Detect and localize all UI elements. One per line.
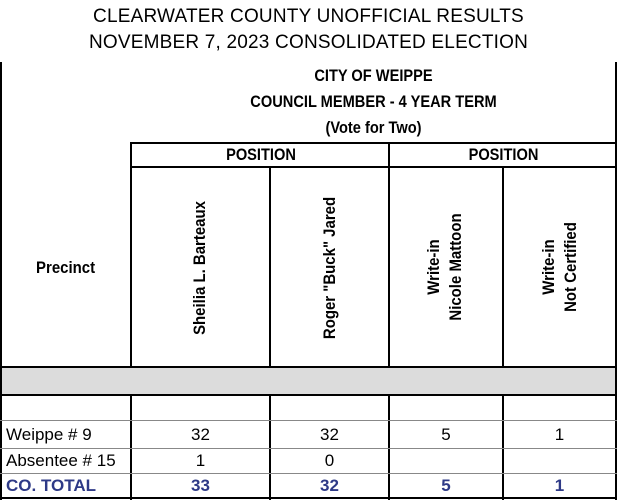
candidate-header-4 (538, 188, 582, 346)
total-row-label: CO. TOTAL (6, 476, 97, 495)
table-row-value: 32 (320, 425, 339, 444)
row-divider-b (0, 448, 617, 449)
report-title-line2: NOVEMBER 7, 2023 CONSOLIDATED ELECTION (88, 32, 529, 53)
position-label-1: POSITION (226, 145, 296, 164)
total-value-1: 33 (191, 476, 210, 495)
precinct-header (2, 258, 130, 278)
table-row-value: 1 (195, 451, 206, 470)
candidate-header-1 (189, 189, 211, 347)
separator-band (2, 368, 615, 394)
position-label-2: POSITION (468, 145, 539, 164)
row-divider-c (0, 473, 617, 474)
table-left-border (0, 62, 2, 500)
column-divider-1 (269, 166, 271, 368)
candidate-name-2: Roger "Buck" Jared (320, 196, 339, 340)
table-row-value: 32 (191, 425, 210, 444)
candidate-4-line2: Not Certified (561, 222, 580, 312)
table-row-value: 5 (441, 425, 451, 444)
precinct-header-text: Precinct (36, 258, 96, 277)
table-row-value: 0 (324, 451, 335, 470)
total-value-3: 5 (441, 476, 451, 495)
candidate-name-1: Sheilia L. Barteaux (190, 201, 209, 335)
candidate-header-2 (319, 189, 341, 347)
table-row-precinct: Absentee # 15 (6, 451, 116, 470)
report-title-line1: CLEARWATER COUNTY UNOFFICIAL RESULTS (93, 6, 524, 27)
column-divider-3 (502, 166, 504, 368)
table-row-value: 1 (554, 425, 565, 444)
candidate-header-3 (423, 188, 467, 346)
band-bottom-border (0, 394, 617, 396)
row-divider-a (0, 420, 617, 421)
column-divider-2 (388, 142, 390, 368)
header-divider (130, 142, 617, 144)
total-value-2: 32 (320, 476, 339, 495)
candidate-4-line1: Write-in (539, 239, 558, 295)
position-divider (130, 166, 617, 168)
table-bottom-border (0, 497, 617, 499)
candidate-3-line1: Write-in (424, 239, 443, 295)
office-label: COUNCIL MEMBER - 4 YEAR TERM (250, 92, 497, 111)
precinct-column-divider (130, 142, 132, 368)
vote-instruction: (Vote for Two) (325, 118, 422, 137)
jurisdiction-label: CITY OF WEIPPE (314, 66, 433, 85)
total-value-4: 1 (554, 476, 565, 495)
table-row-precinct: Weippe # 9 (6, 425, 92, 444)
candidate-3-line2: Nicole Mattoon (446, 213, 465, 321)
